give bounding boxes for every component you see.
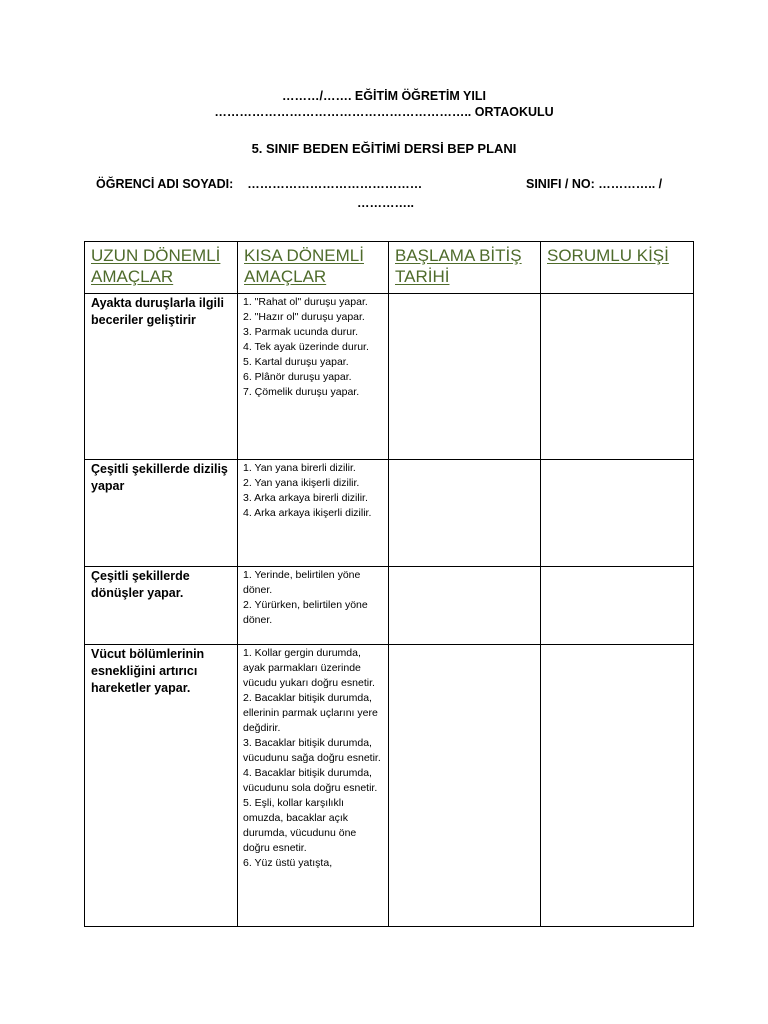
responsible-cell — [541, 645, 694, 927]
student-name-value: …………………………………… — [247, 177, 423, 191]
responsible-cell — [541, 294, 694, 460]
short-term-goal-item: 3. Parmak ucunda durur. — [243, 326, 358, 338]
bep-plan-table — [84, 241, 694, 927]
short-term-goal-item: 1. Yerinde, belirtilen yöne döner. — [243, 569, 361, 596]
school-name-line: …………………………………………………….. ORTAOKULU — [214, 105, 554, 119]
short-term-goal-item: 1. Yan yana birerli dizilir. — [243, 462, 356, 474]
short-term-goals — [238, 460, 389, 567]
short-term-goal-item: 3. Arka arkaya birerli dizilir. — [243, 492, 368, 504]
date-cell — [389, 567, 541, 645]
short-term-goal-item: 7. Çömelik duruşu yapar. — [243, 386, 360, 398]
short-term-goal-item: 5. Kartal duruşu yapar. — [243, 356, 349, 368]
short-term-goal-item: 6. Plânör duruşu yapar. — [243, 371, 352, 383]
date-cell — [389, 460, 541, 567]
header-short-term-goals: KISA DÖNEMLİ AMAÇLAR — [238, 242, 389, 294]
short-term-goal-item: 4. Bacaklar bitişik durumda, vücudunu sola doğru esnetir. — [243, 767, 378, 794]
document-title: 5. SINIF BEDEN EĞİTİMİ DERSİ BEP PLANI — [251, 141, 517, 156]
short-term-goal-item: 1. "Rahat ol" duruşu yapar. — [243, 296, 368, 308]
header-start-end-date: BAŞLAMA BİTİŞ TARİHİ — [389, 242, 541, 294]
short-term-goal-item: 2. Yürürken, belirtilen yöne döner. — [243, 599, 368, 626]
short-term-goals — [238, 567, 389, 645]
table-header-row — [85, 242, 694, 294]
short-term-goal-item: 2. Bacaklar bitişik durumda, ellerinin parmak uçlarını yere değdirir. — [243, 692, 378, 734]
short-term-goals — [238, 294, 389, 460]
student-name-field — [96, 176, 422, 192]
short-term-goal-item: 3. Bacaklar bitişik durumda, vücudunu sağa doğru esnetir. — [243, 737, 381, 764]
short-term-goal-item: 4. Tek ayak üzerinde durur. — [243, 341, 369, 353]
short-term-goal-item: 5. Eşli, kollar karşılıklı omuzda, bacaklar açık durumda, vücudunu öne doğru esnetir. — [243, 797, 357, 854]
long-term-goal: Çeşitli şekillerde diziliş yapar — [85, 460, 238, 567]
class-number-label: SINIFI / NO: ………….. / — [526, 177, 663, 191]
long-term-goal: Ayakta duruşlarla ilgili beceriler geliştirir — [85, 294, 238, 460]
table-row — [85, 460, 694, 567]
long-term-goal: Çeşitli şekillerde dönüşler yapar. — [85, 567, 238, 645]
short-term-goal-item: 2. Yan yana ikişerli dizilir. — [243, 477, 360, 489]
table-row — [85, 567, 694, 645]
short-term-goal-item: 2. "Hazır ol" duruşu yapar. — [243, 311, 365, 323]
header-responsible-person: SORUMLU KİŞİ — [541, 242, 694, 294]
table-row — [85, 645, 694, 927]
class-number-continuation: ………….. — [357, 196, 414, 210]
date-cell — [389, 645, 541, 927]
long-term-goal: Vücut bölümlerinin esnekliğini artırıcı hareketler yapar. — [85, 645, 238, 927]
student-name-label: ÖĞRENCİ ADI SOYADI: — [96, 177, 234, 191]
table-row — [85, 294, 694, 460]
responsible-cell — [541, 460, 694, 567]
short-term-goal-item: 6. Yüz üstü yatışta, — [243, 857, 333, 869]
date-cell — [389, 294, 541, 460]
short-term-goal-item: 4. Arka arkaya ikişerli dizilir. — [243, 507, 372, 519]
school-year-line: ………/……. EĞİTİM ÖĞRETİM YILI — [282, 89, 486, 103]
header-long-term-goals: UZUN DÖNEMLİ AMAÇLAR — [85, 242, 238, 294]
short-term-goal-item: 1. Kollar gergin durumda, ayak parmakları üzerinde vücudu yukarı doğru esnetir. — [243, 647, 375, 689]
short-term-goals — [238, 645, 389, 927]
responsible-cell — [541, 567, 694, 645]
